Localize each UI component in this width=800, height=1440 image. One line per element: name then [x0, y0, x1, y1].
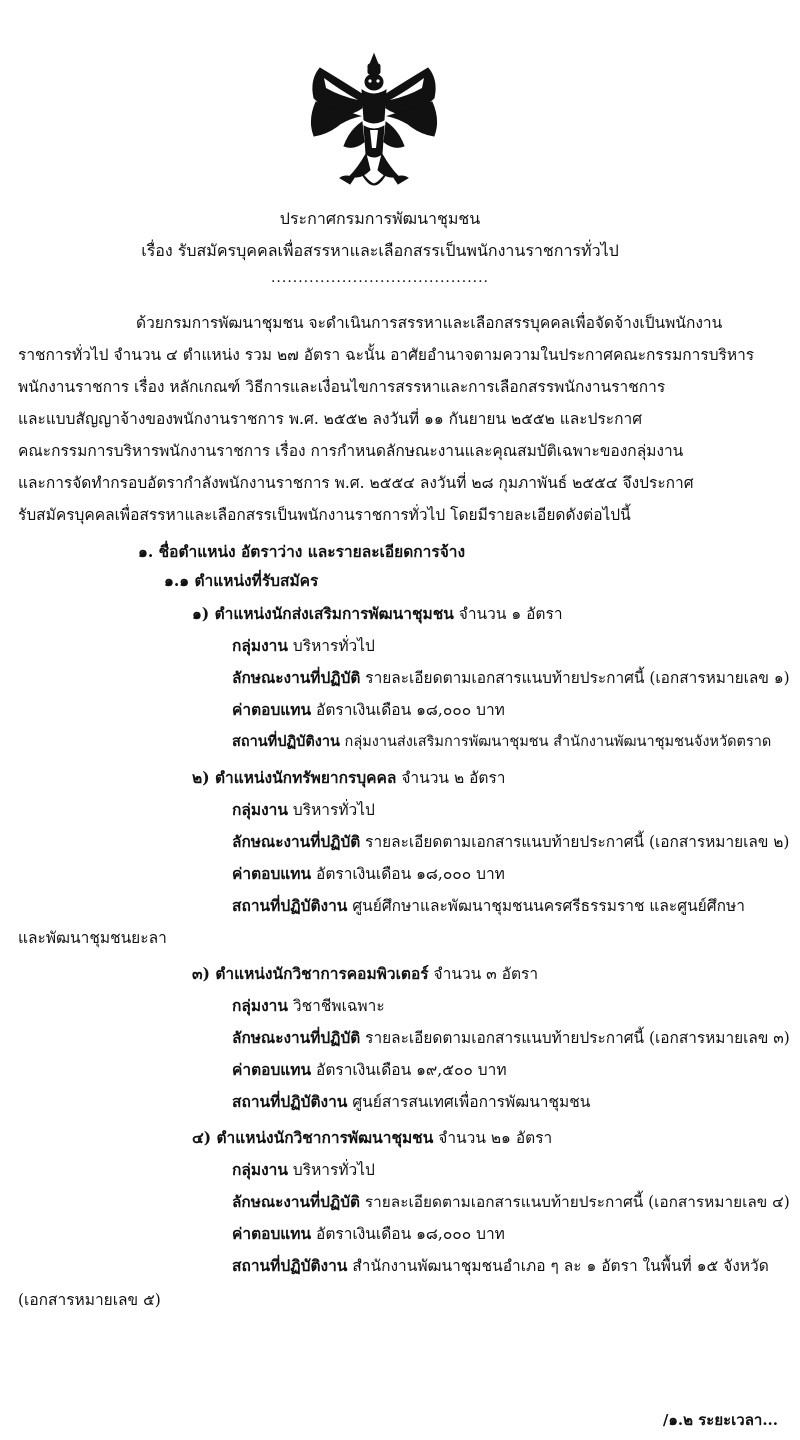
intro-line: และแบบสัญญาจ้างของพนักงานราชการ พ.ศ. ๒๕๕๒ ลงวันที่ ๑๑ กันยายน ๒๕๕๒ และประกาศ [18, 410, 643, 428]
position-duty: ลักษณะงานที่ปฏิบัติ รายละเอียดตามเอกสารแนบท้ายประกาศนี้ (เอกสารหมายเลข ๑) [232, 669, 790, 687]
position-place-continued: (เอกสารหมายเลข ๕) [18, 1291, 161, 1309]
position-pay: ค่าตอบแทน อัตราเงินเดือน ๑๙,๕๐๐ บาท [232, 1060, 507, 1079]
announcement-title: ประกาศกรมการพัฒนาชุมชน [279, 209, 481, 228]
position-title: ๒) ตำแหน่งนักทรัพยากรบุคคล จำนวน ๒ อัตรา [192, 768, 506, 787]
position-group: กลุ่มงาน วิชาชีพเฉพาะ [232, 996, 385, 1015]
title-separator: ........................................ [270, 270, 489, 286]
position-pay: ค่าตอบแทน อัตราเงินเดือน ๑๘,๐๐๐ บาท [232, 700, 505, 719]
subsection-heading: ๑.๑ ตำแหน่งที่รับสมัคร [164, 571, 319, 590]
intro-line: และการจัดทำกรอบอัตรากำลังพนักงานราชการ พ.ศ. ๒๕๕๔ ลงวันที่ ๒๘ กุมภาพันธ์ ๒๕๕๔ จึงประกาศ [18, 474, 694, 492]
position-place: สถานที่ปฏิบัติงาน สำนักงานพัฒนาชุมชนอำเภอ ๆ ละ ๑ อัตรา ในพื้นที่ ๑๕ จังหวัด [232, 1256, 769, 1275]
position-place: สถานที่ปฏิบัติงาน กลุ่มงานส่งเสริมการพัฒนาชุมชน สำนักงานพัฒนาชุมชนจังหวัดตราด [232, 733, 772, 750]
position-place: สถานที่ปฏิบัติงาน ศูนย์ศึกษาและพัฒนาชุมชนนครศรีธรรมราช และศูนย์ศึกษา [232, 896, 745, 915]
position-group: กลุ่มงาน บริหารทั่วไป [232, 800, 375, 819]
page-continuation: /๑.๒ ระยะเวลา... [662, 1411, 778, 1429]
position-pay: ค่าตอบแทน อัตราเงินเดือน ๑๘,๐๐๐ บาท [232, 864, 505, 883]
intro-line: ราชการทั่วไป จำนวน ๔ ตำแหน่ง รวม ๒๗ อัตรา ฉะนั้น อาศัยอำนาจตามความในประกาศคณะกรรมการบริหาร [18, 346, 755, 364]
garuda-emblem-icon [300, 50, 448, 205]
intro-line: พนักงานราชการ เรื่อง หลักเกณฑ์ วิธีการและเงื่อนไขการสรรหาและการเลือกสรรพนักงานราชการ [18, 378, 666, 396]
position-pay: ค่าตอบแทน อัตราเงินเดือน ๑๘,๐๐๐ บาท [232, 1224, 505, 1243]
position-title: ๑) ตำแหน่งนักส่งเสริมการพัฒนาชุมชน จำนวน ๑ อัตรา [192, 604, 563, 623]
position-place: สถานที่ปฏิบัติงาน ศูนย์สารสนเทศเพื่อการพัฒนาชุมชน [232, 1092, 591, 1111]
position-duty: ลักษณะงานที่ปฏิบัติ รายละเอียดตามเอกสารแนบท้ายประกาศนี้ (เอกสารหมายเลข ๔) [232, 1193, 790, 1211]
intro-line: ด้วยกรมการพัฒนาชุมชน จะดำเนินการสรรหาและเลือกสรรบุคคลเพื่อจัดจ้างเป็นพนักงาน [136, 314, 723, 332]
position-duty: ลักษณะงานที่ปฏิบัติ รายละเอียดตามเอกสารแนบท้ายประกาศนี้ (เอกสารหมายเลข ๓) [232, 1029, 790, 1047]
position-title: ๓) ตำแหน่งนักวิชาการคอมพิวเตอร์ จำนวน ๓ อัตรา [192, 964, 539, 983]
position-place-continued: และพัฒนาชุมชนยะลา [18, 929, 167, 947]
position-group: กลุ่มงาน บริหารทั่วไป [232, 636, 375, 655]
announcement-subject: เรื่อง รับสมัครบุคคลเพื่อสรรหาและเลือกสรรเป็นพนักงานราชการทั่วไป [141, 241, 619, 260]
intro-line: คณะกรรมการบริหารพนักงานราชการ เรื่อง การกำหนดลักษณะงานและคุณสมบัติเฉพาะของกลุ่มงาน [18, 442, 684, 460]
section-heading: ๑. ชื่อตำแหน่ง อัตราว่าง และรายละเอียดการจ้าง [138, 542, 466, 561]
position-duty: ลักษณะงานที่ปฏิบัติ รายละเอียดตามเอกสารแนบท้ายประกาศนี้ (เอกสารหมายเลข ๒) [232, 833, 790, 851]
intro-line: รับสมัครบุคคลเพื่อสรรหาและเลือกสรรเป็นพนักงานราชการทั่วไป โดยมีรายละเอียดดังต่อไปนี้ [18, 506, 631, 524]
position-title: ๔) ตำแหน่งนักวิชาการพัฒนาชุมชน จำนวน ๒๑ อัตรา [192, 1128, 553, 1147]
position-group: กลุ่มงาน บริหารทั่วไป [232, 1160, 375, 1179]
